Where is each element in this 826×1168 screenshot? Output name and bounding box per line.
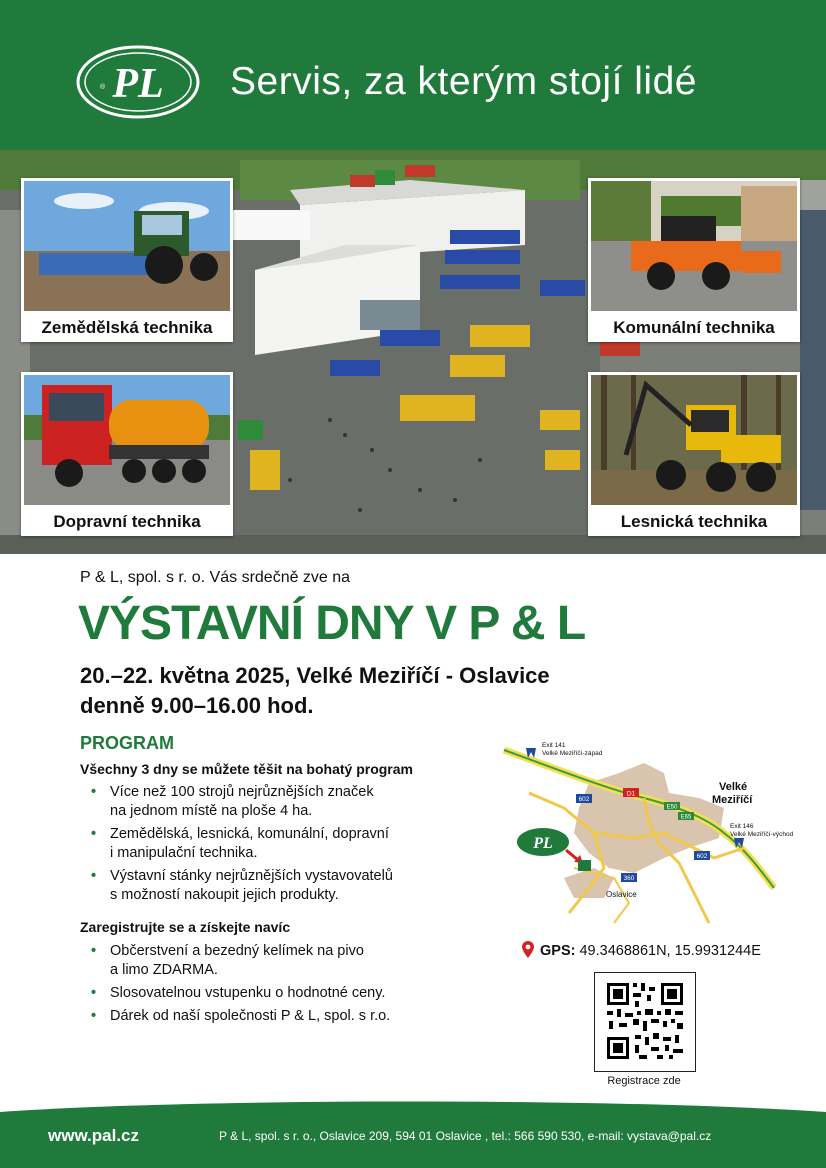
- card-transport: [21, 372, 233, 536]
- card-transport-label: Dopravní technika: [53, 512, 201, 531]
- svg-text:Exit 141: Exit 141: [542, 742, 566, 749]
- svg-text:Meziříčí: Meziříčí: [712, 794, 753, 806]
- event-date: 20.–22. května 2025, Velké Meziříčí - Oslavice: [80, 663, 550, 688]
- location-map: [494, 738, 794, 928]
- card-municipal: [588, 178, 800, 342]
- bullet-icon: •: [91, 784, 97, 800]
- invitation-intro: P & L, spol. s r. o. Vás srdečně zve na: [80, 569, 351, 586]
- location-pin-icon: [522, 941, 534, 958]
- bullet-icon: •: [91, 868, 97, 884]
- card-agricultural: [21, 178, 233, 342]
- event-hours: denně 9.00–16.00 hod.: [80, 693, 314, 718]
- event-title: VÝSTAVNÍ DNY V P & L: [78, 597, 586, 650]
- qr-code-icon: [595, 973, 695, 1071]
- company-logo: [76, 45, 200, 119]
- card-forestry-label: Lesnická technika: [620, 512, 768, 531]
- register-benefits-list: [80, 942, 480, 1030]
- gps-value: 49.3468861N, 15.9931244E: [579, 943, 761, 959]
- card-municipal-label: Komunální technika: [613, 318, 775, 337]
- municipal-tractor-photo: [591, 181, 797, 311]
- svg-text:D1: D1: [626, 790, 636, 798]
- list-item: • Slosovatelnou vstupenku o hodnotné ceny.: [91, 985, 386, 1001]
- list-item: • Dárek od naší společnosti P & L, spol. s r.o.: [91, 1008, 391, 1024]
- registration-qr-code[interactable]: [594, 972, 696, 1072]
- svg-text:602: 602: [578, 796, 590, 803]
- svg-text:360: 360: [623, 875, 635, 882]
- transport-truck-photo: [24, 375, 230, 505]
- list-item: • Více než 100 strojů nejrůznějších značek na jednom místě na ploše 4 ha.: [91, 784, 374, 819]
- program-title: PROGRAM: [80, 733, 174, 753]
- register-section-heading: Zaregistrujte se a získejte navíc: [80, 919, 291, 935]
- svg-text:602: 602: [696, 853, 708, 860]
- forestry-harvester-photo: [591, 375, 797, 505]
- program-list: [80, 783, 480, 909]
- website-link[interactable]: www.pal.cz: [48, 1126, 140, 1145]
- logo-text: PL: [112, 61, 164, 107]
- list-item: • Občerstvení a bezedný kelímek na pivo a limo ZDARMA.: [91, 943, 364, 978]
- footer: [0, 1100, 826, 1168]
- svg-text:Velké Meziříčí-východ: Velké Meziříčí-východ: [730, 831, 794, 838]
- header-banner: [0, 0, 826, 162]
- gps-label: GPS:: [540, 943, 576, 959]
- program-section-heading: Všechny 3 dny se můžete těšit na bohatý program: [80, 761, 413, 777]
- gps-coordinates: [522, 941, 761, 959]
- card-agricultural-label: Zemědělská technika: [41, 318, 213, 337]
- svg-text:PL: PL: [533, 835, 553, 852]
- card-forestry: [588, 372, 800, 536]
- svg-text:E65: E65: [680, 814, 692, 821]
- svg-text:Velké: Velké: [719, 781, 748, 793]
- svg-text:Velké Meziříčí-západ: Velké Meziříčí-západ: [542, 750, 603, 757]
- bullet-icon: •: [91, 985, 97, 1001]
- svg-text:Oslavice: Oslavice: [606, 890, 637, 899]
- agricultural-tractor-photo: [24, 181, 230, 311]
- bullet-icon: •: [91, 826, 97, 842]
- qr-label: Registrace zde: [607, 1075, 681, 1087]
- svg-text:E50: E50: [666, 804, 678, 811]
- list-item: • Zemědělská, lesnická, komunální, dopravní i manipulační technika.: [91, 826, 389, 861]
- bullet-icon: •: [91, 943, 97, 959]
- svg-text:®: ®: [100, 84, 106, 91]
- contact-address: P & L, spol. s r. o., Oslavice 209, 594 01 Oslavice , tel.: 566 590 530, e-mail: vystava@pal.cz: [219, 1129, 712, 1143]
- bullet-icon: •: [91, 1008, 97, 1024]
- svg-text:Exit 146: Exit 146: [730, 823, 754, 830]
- list-item: • Výstavní stánky nejrůznějších vystavovatelů s možností nakoupit jejich produkty.: [91, 868, 393, 903]
- slogan: Servis, za kterým stojí lidé: [230, 60, 697, 103]
